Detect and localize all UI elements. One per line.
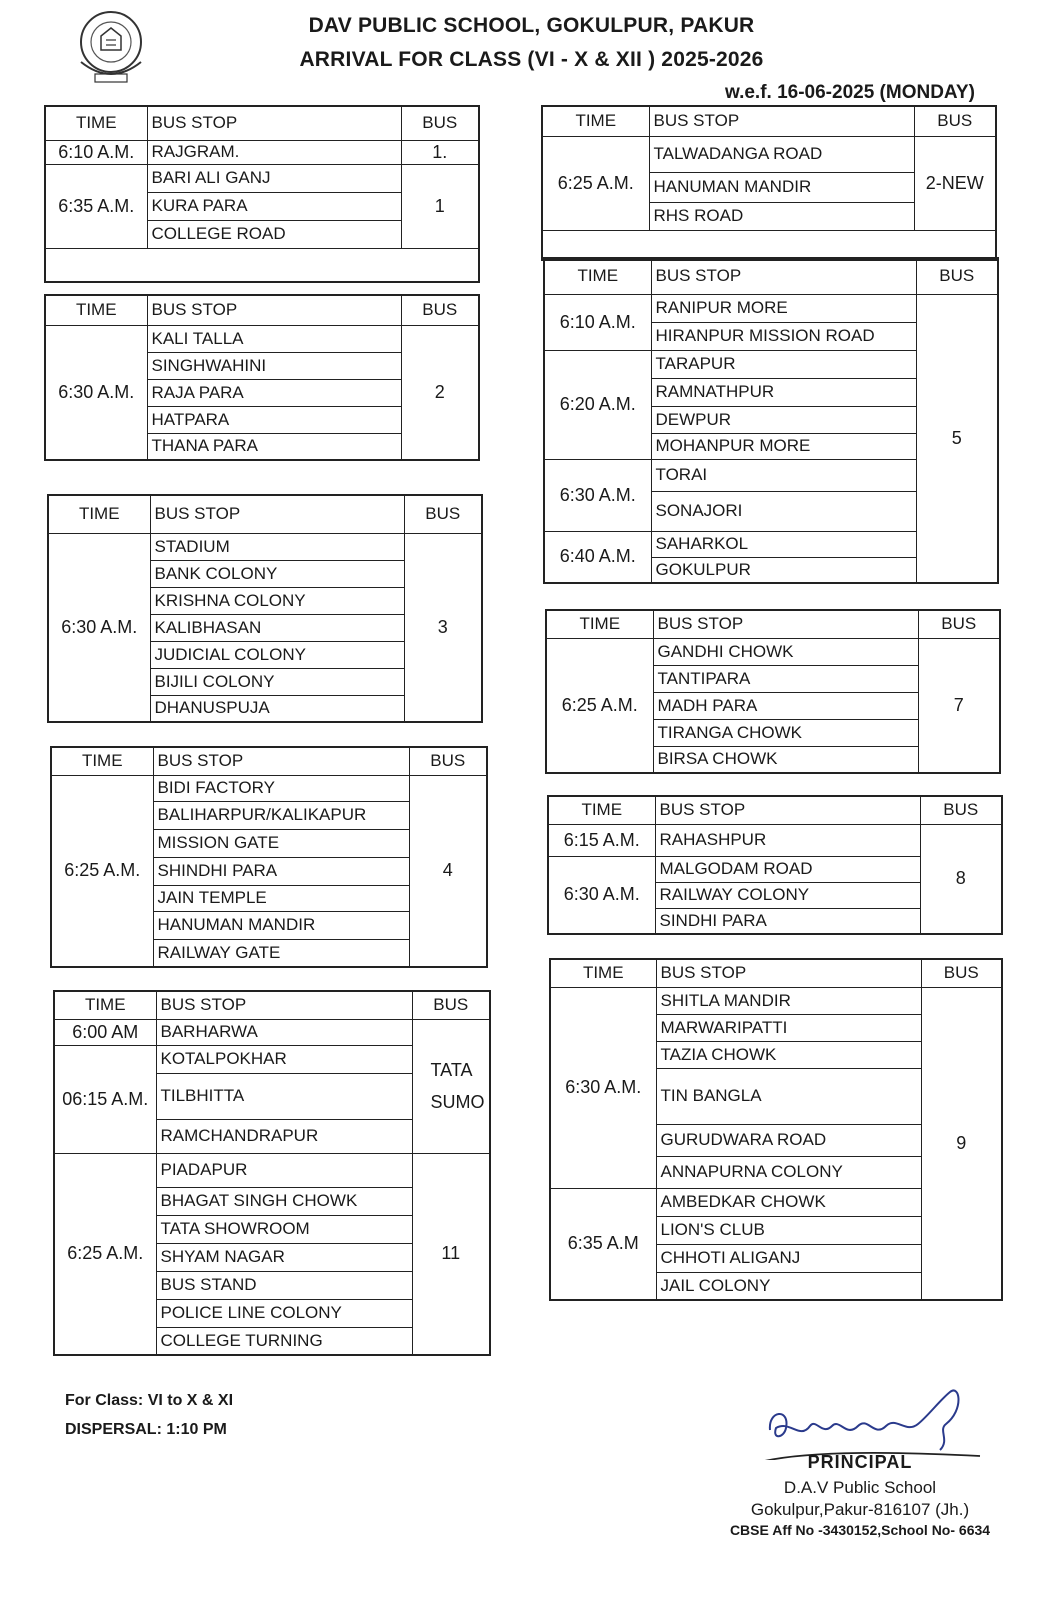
bus-stop: TALWADANGA ROAD	[649, 136, 914, 172]
bus-stop: TIRANGA CHOWK	[653, 719, 918, 746]
bus-stop: MARWARIPATTI	[656, 1014, 921, 1041]
bus-header: BUS	[401, 106, 479, 140]
footer-dispersal: DISPERSAL: 1:10 PM	[65, 1421, 227, 1438]
bus-stop: BANK COLONY	[150, 560, 404, 587]
bus-stop-header: BUS STOP	[653, 610, 918, 638]
bus-stop: ANNAPURNA COLONY	[656, 1156, 921, 1188]
bus-header: BUS	[914, 106, 996, 136]
bus-stop: GANDHI CHOWK	[653, 638, 918, 665]
tata-sumo-bus-11-table	[53, 990, 491, 1356]
bus-stop: BIDI FACTORY	[153, 775, 409, 801]
arrival-time: 6:25 A.M.	[542, 136, 649, 230]
arrival-time: 6:25 A.M.	[546, 638, 653, 773]
blank-row	[45, 248, 479, 282]
bus-stop: KOTALPOKHAR	[156, 1045, 412, 1073]
bus-stop: TANTIPARA	[653, 665, 918, 692]
footer-classes: For Class: VI to X & XI	[65, 1392, 234, 1409]
bus-number: 1	[401, 164, 479, 248]
bus-stop: RAJA PARA	[147, 379, 401, 406]
bus-stop: KALIBHASAN	[150, 614, 404, 641]
bus-stop: BIRSA CHOWK	[653, 746, 918, 773]
arrival-time: 6:30 A.M.	[550, 987, 656, 1188]
bus-stop: TILBHITTA	[156, 1073, 412, 1119]
arrival-time: 6:30 A.M.	[45, 325, 147, 460]
bus-header: BUS	[412, 991, 490, 1019]
page-title: ARRIVAL FOR CLASS (VI - X & XII ) 2025-2026	[299, 48, 764, 71]
bus-stop: JUDICIAL COLONY	[150, 641, 404, 668]
bus-stop: COLLEGE ROAD	[147, 220, 401, 248]
arrival-time: 6:20 A.M.	[544, 350, 651, 459]
bus-stop: BHAGAT SINGH CHOWK	[156, 1187, 412, 1215]
bus-stop: BUS STAND	[156, 1271, 412, 1299]
bus-stop: JAIL COLONY	[656, 1272, 921, 1300]
bus-stop: BALIHARPUR/KALIKAPUR	[153, 801, 409, 829]
time-header: TIME	[544, 258, 651, 294]
bus-stop: RAMCHANDRAPUR	[156, 1119, 412, 1153]
bus-7-table	[545, 609, 1001, 774]
bus-header: BUS	[921, 959, 1002, 987]
principal-signature	[750, 1380, 990, 1460]
bus-stop: RAILWAY COLONY	[655, 882, 920, 908]
bus-stop-header: BUS STOP	[656, 959, 921, 987]
arrival-time: 6:25 A.M.	[51, 775, 153, 967]
bus-stop: THANA PARA	[147, 433, 401, 460]
bus-header: BUS	[918, 610, 1000, 638]
bus-number: 5	[916, 294, 998, 583]
time-header: TIME	[550, 959, 656, 987]
signature-affiliation: CBSE Aff No -3430152,School No- 6634	[729, 1522, 991, 1538]
bus-stop: STADIUM	[150, 533, 404, 560]
bus-stop: TAZIA CHOWK	[656, 1041, 921, 1068]
arrival-time: 6:15 A.M.	[548, 824, 655, 856]
school-name: DAV PUBLIC SCHOOL, GOKULPUR, PAKUR	[308, 14, 755, 37]
bus-number: 2	[401, 325, 479, 460]
bus-header: BUS	[401, 295, 479, 325]
bus-number: 4	[409, 775, 487, 967]
time-header: TIME	[542, 106, 649, 136]
bus-header: BUS	[404, 495, 482, 533]
arrival-time: 6:30 A.M.	[548, 856, 655, 934]
bus-stop: RAJGRAM.	[147, 140, 401, 164]
blank-row	[542, 230, 996, 260]
arrival-time: 6:35 A.M	[550, 1188, 656, 1300]
bus-stop-header: BUS STOP	[649, 106, 914, 136]
bus-stop: SINDHI PARA	[655, 908, 920, 934]
bus-2-new-table	[541, 105, 997, 261]
bus-stop: RAMNATHPUR	[651, 378, 916, 406]
time-header: TIME	[54, 991, 156, 1019]
bus-stop-header: BUS STOP	[651, 258, 916, 294]
bus-stop: BARHARWA	[156, 1019, 412, 1045]
effective-date: w.e.f. 16-06-2025 (MONDAY)	[725, 82, 975, 103]
bus-stop: SONAJORI	[651, 491, 916, 531]
bus-stop: HANUMAN MANDIR	[649, 172, 914, 202]
bus-stop-header: BUS STOP	[655, 796, 920, 824]
principal-title: PRINCIPAL	[807, 1452, 913, 1472]
bus-stop: HIRANPUR MISSION ROAD	[651, 322, 916, 350]
arrival-time: 6:10 A.M.	[544, 294, 651, 350]
bus-number: TATA SUMO	[412, 1019, 490, 1153]
time-header: TIME	[48, 495, 150, 533]
bus-stop: HANUMAN MANDIR	[153, 911, 409, 939]
bus-stop: SINGHWAHINI	[147, 352, 401, 379]
arrival-time: 6:30 A.M.	[48, 533, 150, 722]
bus-number: 8	[920, 824, 1002, 934]
bus-stop-header: BUS STOP	[156, 991, 412, 1019]
bus-stop: RAHASHPUR	[655, 824, 920, 856]
bus-stop: SAHARKOL	[651, 531, 916, 557]
time-header: TIME	[45, 295, 147, 325]
bus-stop-header: BUS STOP	[153, 747, 409, 775]
bus-stop: TIN BANGLA	[656, 1068, 921, 1124]
bus-2-table	[44, 294, 480, 461]
bus-stop: MADH PARA	[653, 692, 918, 719]
bus-stop: GOKULPUR	[651, 557, 916, 583]
bus-stop: KALI TALLA	[147, 325, 401, 352]
bus-stop: RANIPUR MORE	[651, 294, 916, 322]
bus-4-table	[50, 746, 488, 968]
bus-stop: POLICE LINE COLONY	[156, 1299, 412, 1327]
bus-number: 2-NEW	[914, 136, 996, 230]
bus-5-table	[543, 257, 999, 584]
arrival-time: 6:00 AM	[54, 1019, 156, 1045]
bus-stop: RAILWAY GATE	[153, 939, 409, 967]
bus-stop: DHANUSPUJA	[150, 695, 404, 722]
bus-stop: COLLEGE TURNING	[156, 1327, 412, 1355]
bus-header: BUS	[920, 796, 1002, 824]
bus-stop: BIJILI COLONY	[150, 668, 404, 695]
bus-number: 11	[412, 1153, 490, 1355]
bus-number: 3	[404, 533, 482, 722]
bus-stop: TORAI	[651, 459, 916, 491]
bus-stop: KURA PARA	[147, 192, 401, 220]
bus-stop: CHHOTI ALIGANJ	[656, 1244, 921, 1272]
bus-stop-header: BUS STOP	[147, 106, 401, 140]
bus-stop: JAIN TEMPLE	[153, 885, 409, 911]
bus-stop: SHINDHI PARA	[153, 857, 409, 885]
arrival-time: 6:40 A.M.	[544, 531, 651, 583]
bus-1-table	[44, 105, 480, 283]
time-header: TIME	[45, 106, 147, 140]
bus-8-table	[547, 795, 1003, 935]
bus-stop: PIADAPUR	[156, 1153, 412, 1187]
bus-header: BUS	[916, 258, 998, 294]
time-header: TIME	[548, 796, 655, 824]
bus-stop: LION'S CLUB	[656, 1216, 921, 1244]
arrival-time: 6:30 A.M.	[544, 459, 651, 531]
bus-stop-header: BUS STOP	[150, 495, 404, 533]
signature-address: Gokulpur,Pakur-816107 (Jh.)	[750, 1500, 970, 1519]
bus-stop: AMBEDKAR CHOWK	[656, 1188, 921, 1216]
bus-stop: SHYAM NAGAR	[156, 1243, 412, 1271]
bus-stop: BARI ALI GANJ	[147, 164, 401, 192]
bus-header: BUS	[409, 747, 487, 775]
bus-stop: KRISHNA COLONY	[150, 587, 404, 614]
bus-number: 7	[918, 638, 1000, 773]
bus-stop: SHITLA MANDIR	[656, 987, 921, 1014]
bus-stop: TARAPUR	[651, 350, 916, 378]
time-header: TIME	[51, 747, 153, 775]
arrival-time: 6:35 A.M.	[45, 164, 147, 248]
bus-stop: GURUDWARA ROAD	[656, 1124, 921, 1156]
arrival-time: 6:25 A.M.	[54, 1153, 156, 1355]
bus-number: 1.	[401, 140, 479, 164]
bus-3-table	[47, 494, 483, 723]
bus-stop: MALGODAM ROAD	[655, 856, 920, 882]
bus-stop: DEWPUR	[651, 406, 916, 433]
bus-stop: HATPARA	[147, 406, 401, 433]
arrival-time: 06:15 A.M.	[54, 1045, 156, 1153]
bus-stop: MISSION GATE	[153, 829, 409, 857]
arrival-time: 6:10 A.M.	[45, 140, 147, 164]
bus-9-table	[549, 958, 1003, 1301]
bus-stop: MOHANPUR MORE	[651, 433, 916, 459]
bus-stop: RHS ROAD	[649, 202, 914, 230]
time-header: TIME	[546, 610, 653, 638]
bus-number: 9	[921, 987, 1002, 1300]
bus-stop-header: BUS STOP	[147, 295, 401, 325]
bus-stop: TATA SHOWROOM	[156, 1215, 412, 1243]
signature-school: D.A.V Public School	[783, 1478, 937, 1497]
